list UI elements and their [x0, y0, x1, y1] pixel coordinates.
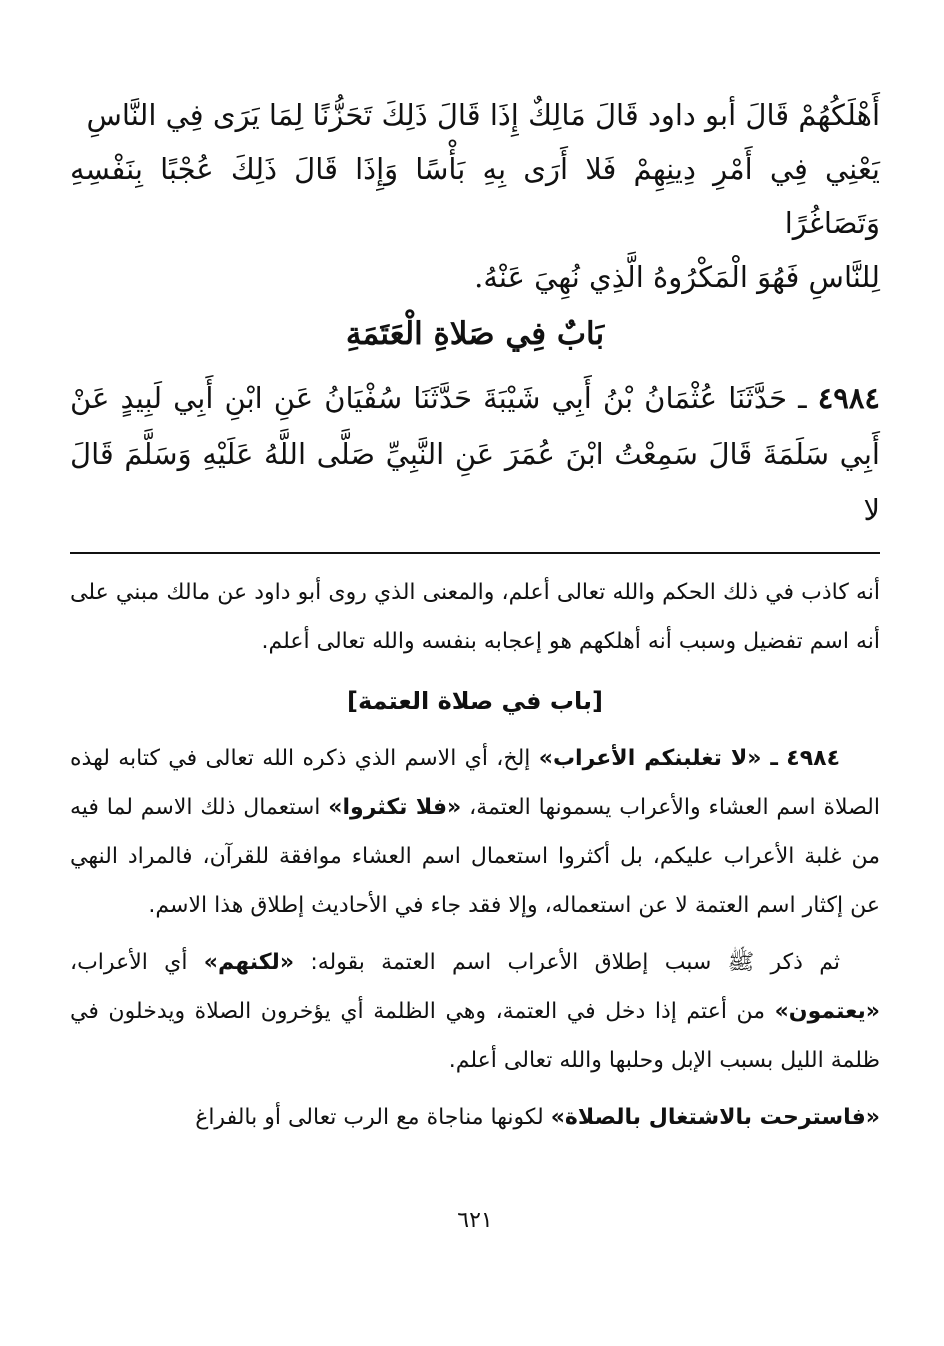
- commentary-paragraph-3: [70, 938, 880, 1085]
- commentary-chapter-heading: [باب في صلاة العتمة]: [347, 687, 603, 715]
- commentary-text-6: لكونها مناجاة مع الرب تعالى أو بالفراغ: [195, 1105, 544, 1130]
- main-text-line-3: لِلنَّاسِ فَهُوَ الْمَكْرُوهُ الَّذِي نُهِيَ عَنْهُ.: [474, 260, 880, 294]
- hadith-main-text: [70, 88, 880, 304]
- footnote-divider: [70, 552, 880, 554]
- commentary-quote-2: «فلا تكثروا»: [328, 795, 462, 820]
- commentary-paragraph-1: أنه كاذب في ذلك الحكم والله تعالى أعلم، والمعنى الذي روى أبو داود عن مالك مبني على أنه اسم تفضيل وسبب أنه أهلكهم هو إعجابه بنفسه والله تعالى أعلم.: [70, 580, 880, 654]
- page: [70, 88, 880, 1328]
- page-number: ٦٢١: [457, 1208, 493, 1233]
- hadith-number: ٤٩٨٤: [817, 381, 881, 415]
- commentary-text-3: ثم ذكر ﷺ سبب إطلاق الأعراب اسم العتمة بقوله:: [310, 950, 841, 975]
- hadith-text: ـ حَدَّثَنَا عُثْمَانُ بْنُ أَبِي شَيْبَةَ حَدَّثَنَا سُفْيَانُ عَنِ ابْنِ أَبِي لَبِيدٍ عَنْ أَبِي سَلَمَةَ قَالَ سَمِعْتُ ابْنَ عُمَرَ عَنِ النَّبِيِّ صَلَّى اللَّهُ عَلَيْهِ وَسَلَّمَ قَالَ لا: [70, 381, 880, 527]
- commentary-paragraph-4: [70, 1093, 880, 1142]
- commentary-quote-3: «لكنهم»: [203, 950, 295, 975]
- commentary-paragraph-2: [70, 734, 880, 930]
- commentary-quote-5: «فاسترحت بالاشتغال بالصلاة»: [550, 1105, 880, 1130]
- commentary-text-5: من أعتم إذا دخل في العتمة، وهي الظلمة أي يؤخرون الصلاة ويدخلون في ظلمة الليل بسبب الإبل وحلبها والله تعالى أعلم.: [70, 999, 880, 1073]
- hadith-4984: [70, 370, 880, 538]
- main-text-line-2: يَعْنِي فِي أَمْرِ دِينِهِمْ فَلا أَرَى بِهِ بَأْسًا وَإِذَا قَالَ ذَلِكَ عُجْبًا بِنَفْسِهِ وَتَصَاغُرًا: [70, 152, 880, 240]
- commentary-text-4: أي الأعراب،: [70, 950, 188, 975]
- chapter-heading: بَابٌ فِي صَلاةِ الْعَتَمَةِ: [345, 316, 605, 352]
- commentary-quote-4: «يعتمون»: [774, 999, 880, 1024]
- commentary-hadith-number: ٤٩٨٤: [786, 746, 840, 771]
- commentary-section: [70, 568, 880, 1142]
- main-text-line-1: أَهْلَكُهُمْ قَالَ أبو داود قَالَ مَالِكٌ إِذَا قَالَ ذَلِكَ تَحَزُّنًا لِمَا يَرَى فِي النَّاسِ: [86, 98, 880, 132]
- commentary-quote-1: ـ «لا تغلبنكم الأعراب»: [538, 746, 778, 771]
- commentary-text-1: إلخ، أي الاسم الذي ذكره الله تعالى في كتابه لهذه الصلاة اسم العشاء والأعراب يسمونها العتمة،: [70, 746, 880, 820]
- commentary-text-2: استعمال ذلك الاسم لما فيه من غلبة الأعراب عليكم، بل أكثروا استعمال اسم العشاء موافقة للقرآن، فالمراد النهي عن إكثار اسم العتمة لا عن استعماله، وإلا فقد جاء في الأحاديث إطلاق هذا الاسم.: [70, 795, 880, 918]
